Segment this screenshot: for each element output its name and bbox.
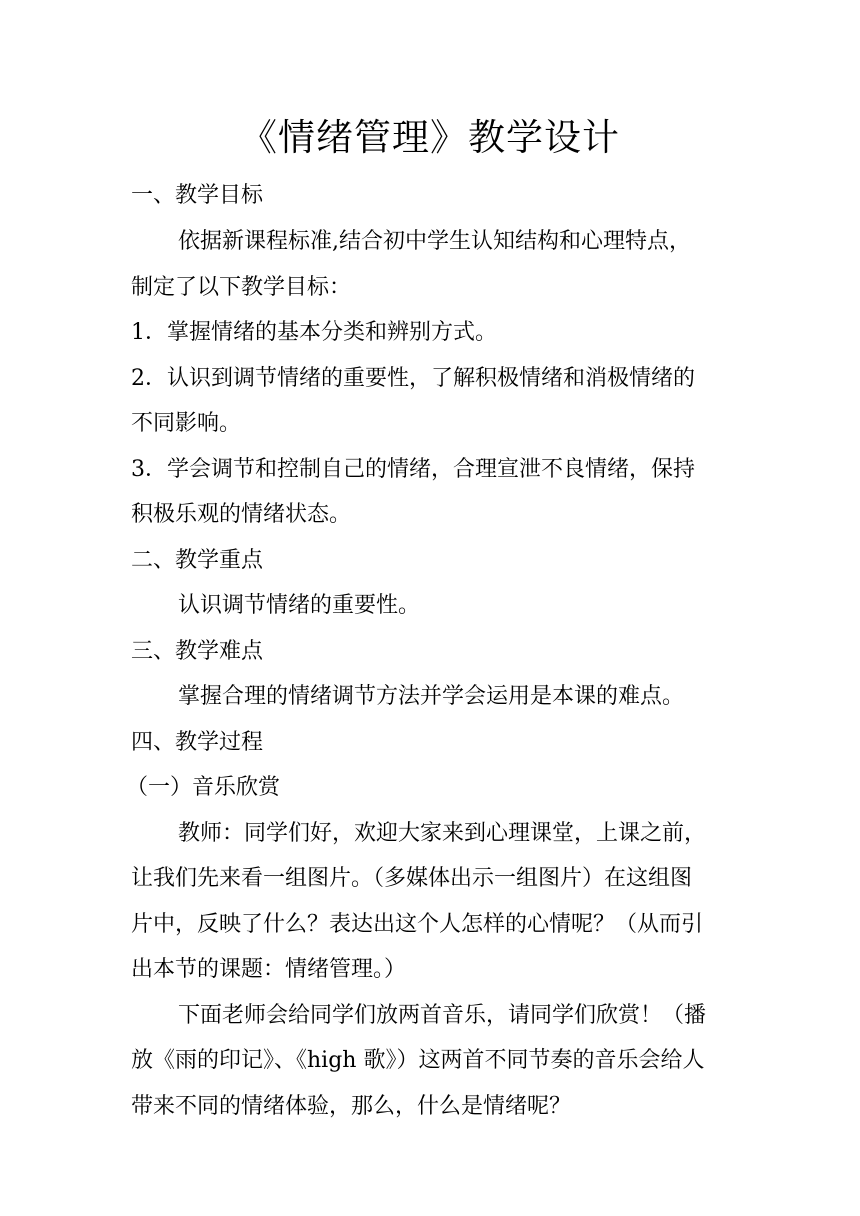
paragraph-line: 掌握合理的情绪调节方法并学会运用是本课的难点。 [178, 684, 685, 709]
paragraph-line: 制定了以下教学目标： [131, 275, 352, 300]
paragraph-line: 放《雨的印记》、《high 歌》）这两首不同节奏的音乐会给人 [131, 1048, 705, 1073]
section-heading-difficulties: 三、教学难点 [131, 639, 264, 664]
paragraph-line: 片中，反映了什么？表达出这个人怎样的心情呢？（从而引 [131, 912, 704, 937]
paragraph-line: 出本节的课题：情绪管理。） [131, 957, 407, 982]
goal-item-2-cont: 不同影响。 [131, 411, 242, 436]
paragraph-line: 让我们先来看一组图片。（多媒体出示一组图片）在这组图 [131, 866, 693, 891]
subsection-heading-music: （一）音乐欣赏 [126, 775, 281, 800]
goal-item-3: 3．学会调节和控制自己的情绪，合理宣泄不良情绪，保持 [131, 457, 695, 482]
paragraph-line: 教师：同学们好，欢迎大家来到心理课堂，上课之前， [178, 821, 707, 846]
section-heading-key-points: 二、教学重点 [131, 548, 264, 573]
section-heading-process: 四、教学过程 [131, 730, 264, 755]
paragraph-line: 认识调节情绪的重要性。 [178, 593, 421, 618]
goal-item-3-cont: 积极乐观的情绪状态。 [131, 502, 352, 527]
section-heading-objectives: 一、教学目标 [131, 183, 264, 208]
goal-item-2: 2．认识到调节情绪的重要性，了解积极情绪和消极情绪的 [131, 366, 695, 391]
document-title: 《情绪管理》教学设计 [240, 116, 620, 159]
goal-item-1: 1．掌握情绪的基本分类和辨别方式。 [131, 320, 497, 345]
paragraph-line: 依据新课程标准,结合初中学生认知结构和心理特点， [178, 229, 691, 254]
paragraph-line: 带来不同的情绪体验，那么，什么是情绪呢？ [131, 1094, 572, 1119]
paragraph-line: 下面老师会给同学们放两首音乐，请同学们欣赏！（播 [178, 1003, 707, 1028]
